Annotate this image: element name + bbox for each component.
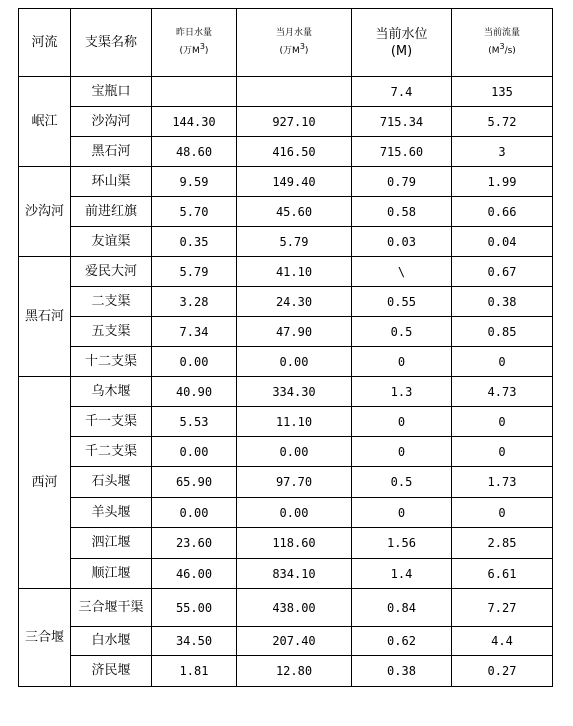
flow-cell: 1.99	[452, 167, 553, 197]
header-flow-unit: $(M^3/s)$	[488, 42, 516, 56]
month-cell: 41.10	[237, 257, 352, 287]
month-cell: 438.00	[237, 589, 352, 627]
flow-cell: 0.67	[452, 257, 553, 287]
flow-cell: 0.04	[452, 227, 553, 257]
month-cell: 12.80	[237, 656, 352, 687]
yesterday-cell: 144.30	[152, 107, 237, 137]
table-row	[19, 589, 553, 627]
table-row	[19, 467, 553, 498]
level-cell: \	[352, 257, 452, 287]
month-cell: 207.40	[237, 627, 352, 656]
branch-name-cell: 五支渠	[71, 317, 152, 347]
level-cell: 0.38	[352, 656, 452, 687]
yesterday-cell: 40.90	[152, 377, 237, 407]
month-cell: 0.00	[237, 498, 352, 528]
flow-cell: 6.61	[452, 559, 553, 589]
branch-name-cell: 黑石河	[71, 137, 152, 167]
yesterday-cell: 5.79	[152, 257, 237, 287]
month-cell: 47.90	[237, 317, 352, 347]
branch-name-cell: 千一支渠	[71, 407, 152, 437]
branch-name-cell: 千二支渠	[71, 437, 152, 467]
yesterday-cell: 0.00	[152, 437, 237, 467]
table-row	[19, 227, 553, 257]
river-cell: 沙沟河	[19, 167, 71, 257]
header-level	[352, 9, 452, 77]
flow-cell: 5.72	[452, 107, 553, 137]
yesterday-cell: 48.60	[152, 137, 237, 167]
table-row	[19, 107, 553, 137]
branch-name-cell: 羊头堰	[71, 498, 152, 528]
branch-name-cell: 乌木堰	[71, 377, 152, 407]
branch-name-cell: 十二支渠	[71, 347, 152, 377]
level-cell: 0.5	[352, 467, 452, 498]
yesterday-cell: 5.53	[152, 407, 237, 437]
month-cell: 0.00	[237, 347, 352, 377]
branch-name-cell: 宝瓶口	[71, 77, 152, 107]
level-cell: 0.03	[352, 227, 452, 257]
level-cell: 715.34	[352, 107, 452, 137]
level-cell: 1.3	[352, 377, 452, 407]
river-cell: 西河	[19, 377, 71, 589]
yesterday-cell: 9.59	[152, 167, 237, 197]
table-row	[19, 347, 553, 377]
yesterday-cell: 5.70	[152, 197, 237, 227]
table-row	[19, 197, 553, 227]
table-row	[19, 627, 553, 656]
month-cell	[237, 77, 352, 107]
level-cell: 0.84	[352, 589, 452, 627]
header-level-unit: (M)	[390, 43, 413, 59]
month-cell: 11.10	[237, 407, 352, 437]
flow-cell: 4.4	[452, 627, 553, 656]
month-cell: 0.00	[237, 437, 352, 467]
header-level-label: 当前水位	[375, 26, 428, 42]
branch-name-cell: 环山渠	[71, 167, 152, 197]
table-row	[19, 377, 553, 407]
branch-name-cell: 前进红旗	[71, 197, 152, 227]
level-cell: 0.79	[352, 167, 452, 197]
header-flow	[452, 9, 553, 77]
yesterday-cell: 7.34	[152, 317, 237, 347]
table-row	[19, 77, 553, 107]
header-month	[237, 9, 352, 77]
yesterday-cell: 65.90	[152, 467, 237, 498]
table-row	[19, 437, 553, 467]
table-row	[19, 559, 553, 589]
table-row	[19, 287, 553, 317]
flow-cell: 2.85	[452, 528, 553, 559]
level-cell: 715.60	[352, 137, 452, 167]
table-row	[19, 317, 553, 347]
yesterday-cell: 34.50	[152, 627, 237, 656]
flow-cell: 0	[452, 407, 553, 437]
header-month-label: 当月水量	[275, 28, 312, 38]
level-cell: 1.4	[352, 559, 452, 589]
level-cell: 0.55	[352, 287, 452, 317]
flow-cell: 0	[452, 437, 553, 467]
yesterday-cell: 46.00	[152, 559, 237, 589]
level-cell: 0	[352, 437, 452, 467]
branch-name-cell: 白水堰	[71, 627, 152, 656]
flow-cell: 0.85	[452, 317, 553, 347]
river-cell: 岷江	[19, 77, 71, 167]
flow-cell: 3	[452, 137, 553, 167]
yesterday-cell: 55.00	[152, 589, 237, 627]
header-yesterday-label: 昨日水量	[175, 28, 212, 38]
river-cell: 三合堰	[19, 589, 71, 687]
header-yesterday	[152, 9, 237, 77]
table-row	[19, 407, 553, 437]
table-row	[19, 656, 553, 687]
header-branch: 支渠名称	[71, 9, 152, 77]
yesterday-cell: 0.00	[152, 347, 237, 377]
table-row	[19, 257, 553, 287]
yesterday-cell: 1.81	[152, 656, 237, 687]
table-row	[19, 528, 553, 559]
yesterday-cell: 0.00	[152, 498, 237, 528]
branch-name-cell: 三合堰干渠	[71, 589, 152, 627]
header-row	[19, 9, 553, 77]
yesterday-cell: 3.28	[152, 287, 237, 317]
table-row	[19, 167, 553, 197]
month-cell: 45.60	[237, 197, 352, 227]
flow-cell: 1.73	[452, 467, 553, 498]
month-cell: 24.30	[237, 287, 352, 317]
level-cell: 0.62	[352, 627, 452, 656]
table-row	[19, 498, 553, 528]
branch-name-cell: 顺江堰	[71, 559, 152, 589]
level-cell: 0.58	[352, 197, 452, 227]
month-cell: 5.79	[237, 227, 352, 257]
level-cell: 0	[352, 498, 452, 528]
month-cell: 416.50	[237, 137, 352, 167]
branch-name-cell: 济民堰	[71, 656, 152, 687]
month-cell: 118.60	[237, 528, 352, 559]
table-body	[19, 77, 553, 687]
level-cell: 0.5	[352, 317, 452, 347]
branch-name-cell: 二支渠	[71, 287, 152, 317]
river-cell: 黑石河	[19, 257, 71, 377]
month-cell: 834.10	[237, 559, 352, 589]
level-cell: 7.4	[352, 77, 452, 107]
flow-cell: 0	[452, 347, 553, 377]
flow-cell: 0.27	[452, 656, 553, 687]
flow-cell: 0.66	[452, 197, 553, 227]
header-yesterday-unit: (万$M^3$)	[179, 42, 209, 56]
flow-cell: 0.38	[452, 287, 553, 317]
header-river: 河流	[19, 9, 71, 77]
flow-cell: 7.27	[452, 589, 553, 627]
branch-name-cell: 泗江堰	[71, 528, 152, 559]
month-cell: 927.10	[237, 107, 352, 137]
branch-name-cell: 石头堰	[71, 467, 152, 498]
level-cell: 0	[352, 347, 452, 377]
water-data-table	[18, 8, 553, 687]
yesterday-cell: 0.35	[152, 227, 237, 257]
flow-cell: 0	[452, 498, 553, 528]
table-row	[19, 137, 553, 167]
level-cell: 1.56	[352, 528, 452, 559]
month-cell: 334.30	[237, 377, 352, 407]
yesterday-cell: 23.60	[152, 528, 237, 559]
level-cell: 0	[352, 407, 452, 437]
month-cell: 149.40	[237, 167, 352, 197]
branch-name-cell: 爱民大河	[71, 257, 152, 287]
month-cell: 97.70	[237, 467, 352, 498]
branch-name-cell: 友谊渠	[71, 227, 152, 257]
header-month-unit: (万$M^3$)	[279, 42, 309, 56]
header-flow-label: 当前流量	[483, 28, 520, 38]
flow-cell: 4.73	[452, 377, 553, 407]
yesterday-cell	[152, 77, 237, 107]
branch-name-cell: 沙沟河	[71, 107, 152, 137]
flow-cell: 135	[452, 77, 553, 107]
